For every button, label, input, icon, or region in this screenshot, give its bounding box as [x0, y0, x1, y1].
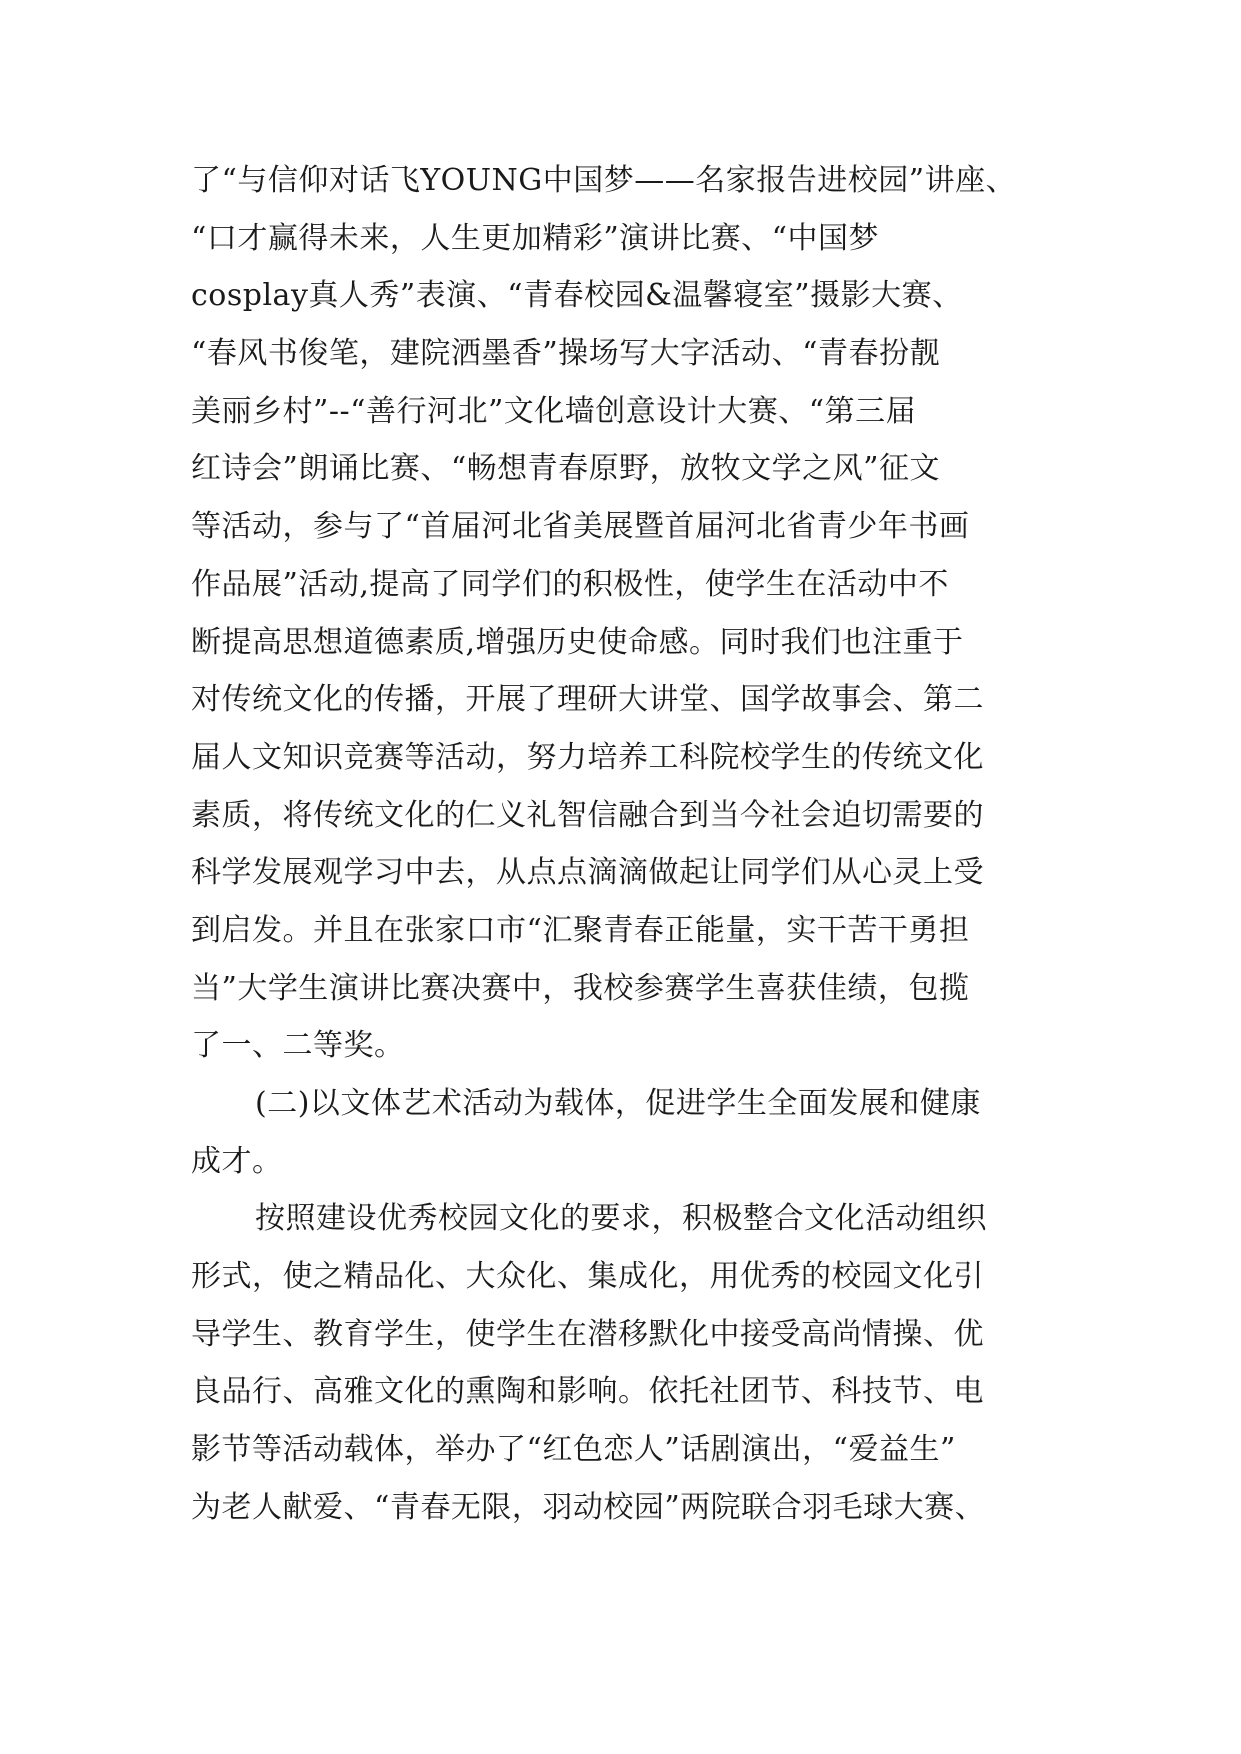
text-line: 到启发。并且在张家口市“汇聚青春正能量，实干苦干勇担: [191, 912, 970, 948]
text-line: 届人文知识竞赛等活动，努力培养工科院校学生的传统文化: [191, 739, 984, 775]
text-line: 影节等活动载体，举办了“红色恋人”话剧演出，“爱益生”: [191, 1432, 956, 1468]
text-line: cosplay真人秀”表演、“青春校园&温馨寝室”摄影大赛、: [191, 278, 963, 314]
text-line: 断提高思想道德素质,增强历史使命感。同时我们也注重于: [191, 624, 964, 660]
text-line: 当”大学生演讲比赛决赛中，我校参赛学生喜获佳绩，包揽: [191, 970, 970, 1006]
section-heading: (二)以文体艺术活动为载体，促进学生全面发展和健康: [255, 1086, 981, 1121]
section-heading-continuation: 成才。: [191, 1143, 283, 1179]
paragraph-first-line: 按照建设优秀校园文化的要求，积极整合文化活动组织: [255, 1201, 987, 1237]
text-line: 科学发展观学习中去，从点点滴滴做起让同学们从心灵上受: [191, 855, 984, 891]
text-line: 导学生、教育学生，使学生在潜移默化中接受高尚情操、优: [191, 1316, 984, 1352]
text-line: 对传统文化的传播，开展了理研大讲堂、国学故事会、第二: [191, 682, 984, 718]
text-line: 为老人献爱、“青春无限，羽动校园”两院联合羽毛球大赛、: [191, 1489, 986, 1525]
text-line: 美丽乡村”--“善行河北”文化墙创意设计大赛、“第三届: [191, 393, 917, 429]
text-line: 红诗会”朗诵比赛、“畅想青春原野，放牧文学之风”征文: [191, 451, 941, 487]
text-line: 作品展”活动,提高了同学们的积极性，使学生在活动中不: [191, 566, 949, 602]
text-line: 了“与信仰对话飞YOUNG中国梦——名家报告进校园”讲座、: [191, 163, 1017, 198]
text-line: “口才赢得未来，人生更加精彩”演讲比赛、“中国梦: [191, 220, 880, 256]
text-line: 等活动，参与了“首届河北省美展暨首届河北省青少年书画: [191, 509, 970, 545]
text-line: “春风书俊笔，建院洒墨香”操场写大字活动、“青春扮靓: [191, 336, 941, 372]
text-line: 形式，使之精品化、大众化、集成化，用优秀的校园文化引: [191, 1259, 984, 1295]
body-text: [191, 152, 1091, 1537]
text-line: 素质，将传统文化的仁义礼智信融合到当今社会迫切需要的: [191, 797, 984, 833]
text-line: 良品行、高雅文化的熏陶和影响。依托社团节、科技节、电: [191, 1374, 984, 1410]
text-line: 了一、二等奖。: [191, 1028, 405, 1064]
